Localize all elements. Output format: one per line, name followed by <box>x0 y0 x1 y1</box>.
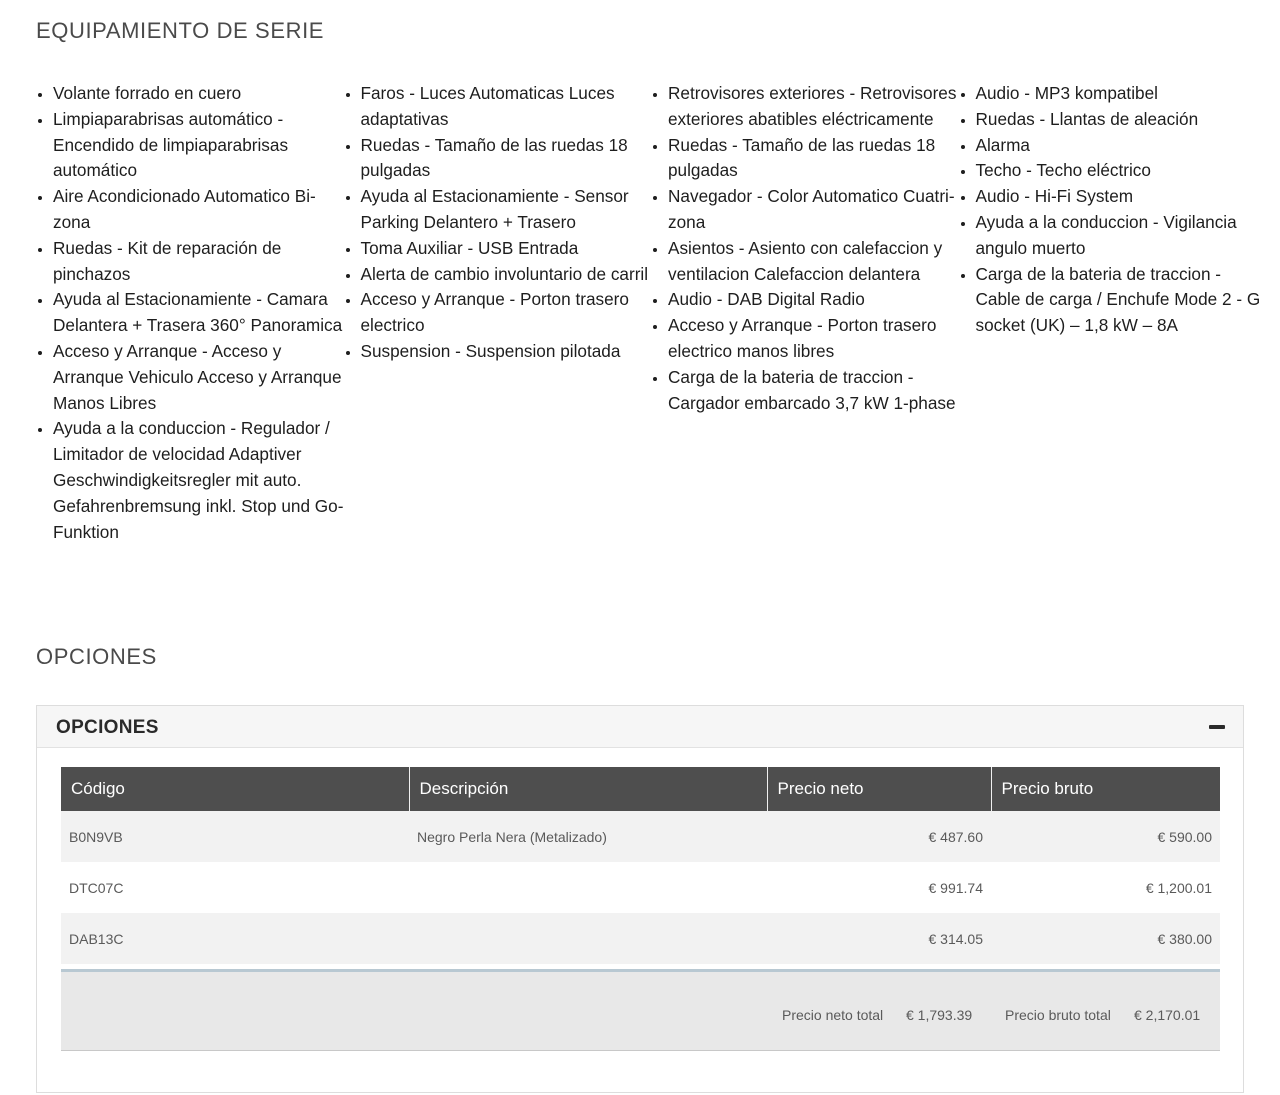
cell-precio-neto: € 991.74 <box>767 862 991 913</box>
equipment-item: • Audio - DAB Digital Radio <box>668 287 959 313</box>
cell-descripcion <box>409 862 767 913</box>
equipment-list <box>959 81 1267 339</box>
cell-precio-neto: € 487.60 <box>767 811 991 862</box>
table-row <box>61 811 1220 862</box>
equipment-list <box>344 81 652 365</box>
equipment-item: • Suspension - Suspension pilotada <box>361 339 652 365</box>
equipment-item: • Ayuda al Estacionamiente - Sensor Parking Delantero + Trasero <box>361 184 652 236</box>
equipment-item: • Ayuda al Estacionamiente - Camara Delantera + Trasera 360° Panoramica <box>53 287 344 339</box>
equipment-item: • Alarma <box>976 133 1267 159</box>
equipment-item: • Retrovisores exteriores - Retrovisores exteriores abatibles eléctricamente <box>668 81 959 133</box>
cell-precio-neto: € 314.05 <box>767 913 991 964</box>
column-header-descripcion: Descripción <box>409 767 767 811</box>
options-panel-title: OPCIONES <box>56 717 159 738</box>
equipment-item: • Techo - Techo eléctrico <box>976 158 1267 184</box>
cell-precio-bruto: € 590.00 <box>991 811 1220 862</box>
totals-row <box>61 969 1220 1051</box>
equipment-item: • Toma Auxiliar - USB Entrada <box>361 236 652 262</box>
options-panel-header[interactable] <box>37 706 1243 748</box>
minus-icon[interactable] <box>1207 720 1227 734</box>
options-panel <box>36 705 1244 1093</box>
equipment-column-2 <box>344 81 652 545</box>
equipment-item: • Audio - Hi-Fi System <box>976 184 1267 210</box>
equipment-item: • Ruedas - Llantas de aleación <box>976 107 1267 133</box>
equipment-item: • Aire Acondicionado Automatico Bi-zona <box>53 184 344 236</box>
equipment-item: • Carga de la bateria de traccion - Cargador embarcado 3,7 kW 1-phase <box>668 365 959 417</box>
equipment-item: • Ruedas - Tamaño de las ruedas 18 pulgadas <box>668 133 959 185</box>
cell-descripcion <box>409 913 767 964</box>
column-header-precio-neto: Precio neto <box>767 767 991 811</box>
cell-codigo: DTC07C <box>61 862 409 913</box>
equipment-column-4 <box>959 81 1267 545</box>
total-gross-value: € 2,170.01 <box>1134 1007 1201 1023</box>
equipment-item: • Ruedas - Tamaño de las ruedas 18 pulgadas <box>361 133 652 185</box>
table-row <box>61 913 1220 964</box>
table-row <box>61 862 1220 913</box>
cell-codigo: DAB13C <box>61 913 409 964</box>
total-net-label: Precio neto total <box>782 1007 884 1023</box>
options-table <box>61 767 1220 964</box>
equipment-item: • Faros - Luces Automaticas Luces adaptativas <box>361 81 652 133</box>
column-header-codigo: Código <box>61 767 409 811</box>
section-title-opciones: OPCIONES <box>36 644 157 669</box>
table-header-row <box>61 767 1220 811</box>
equipment-columns <box>36 81 1266 545</box>
cell-precio-bruto: € 1,200.01 <box>991 862 1220 913</box>
equipment-item: • Limpiaparabrisas automático - Encendido de limpiaparabrisas automático <box>53 107 344 184</box>
column-header-precio-bruto: Precio bruto <box>991 767 1220 811</box>
equipment-list <box>36 81 344 545</box>
section-title-equipamiento: EQUIPAMIENTO DE SERIE <box>36 18 325 43</box>
equipment-column-3 <box>651 81 959 545</box>
cell-codigo: B0N9VB <box>61 811 409 862</box>
equipment-item: • Navegador - Color Automatico Cuatri-zona <box>668 184 959 236</box>
equipment-item: • Acceso y Arranque - Acceso y Arranque Vehiculo Acceso y Arranque Manos Libres <box>53 339 344 416</box>
cell-precio-bruto: € 380.00 <box>991 913 1220 964</box>
minus-icon-bar <box>1209 725 1225 729</box>
equipment-item: • Ayuda a la conduccion - Vigilancia angulo muerto <box>976 210 1267 262</box>
equipment-item: • Ayuda a la conduccion - Regulador / Limitador de velocidad Adaptiver Geschwindigkeitsregler mit auto. Gefahrenbremsung inkl. Stop und Go-Funktion <box>53 416 344 545</box>
equipment-column-1 <box>36 81 344 545</box>
equipment-item: • Volante forrado en cuero <box>53 81 344 107</box>
equipment-item: • Audio - MP3 kompatibel <box>976 81 1267 107</box>
equipment-item: • Asientos - Asiento con calefaccion y ventilacion Calefaccion delantera <box>668 236 959 288</box>
equipment-item: • Ruedas - Kit de reparación de pinchazos <box>53 236 344 288</box>
equipment-item: • Alerta de cambio involuntario de carril <box>361 262 652 288</box>
total-net-value: € 1,793.39 <box>906 1007 973 1023</box>
equipment-item: • Acceso y Arranque - Porton trasero electrico manos libres <box>668 313 959 365</box>
equipment-list <box>651 81 959 416</box>
cell-descripcion: Negro Perla Nera (Metalizado) <box>409 811 767 862</box>
equipment-item: • Carga de la bateria de traccion - Cable de carga / Enchufe Mode 2 - G socket (UK) – 1,8 kW – 8A <box>976 262 1267 339</box>
total-gross-label: Precio bruto total <box>1005 1007 1111 1023</box>
equipment-item: • Acceso y Arranque - Porton trasero electrico <box>361 287 652 339</box>
